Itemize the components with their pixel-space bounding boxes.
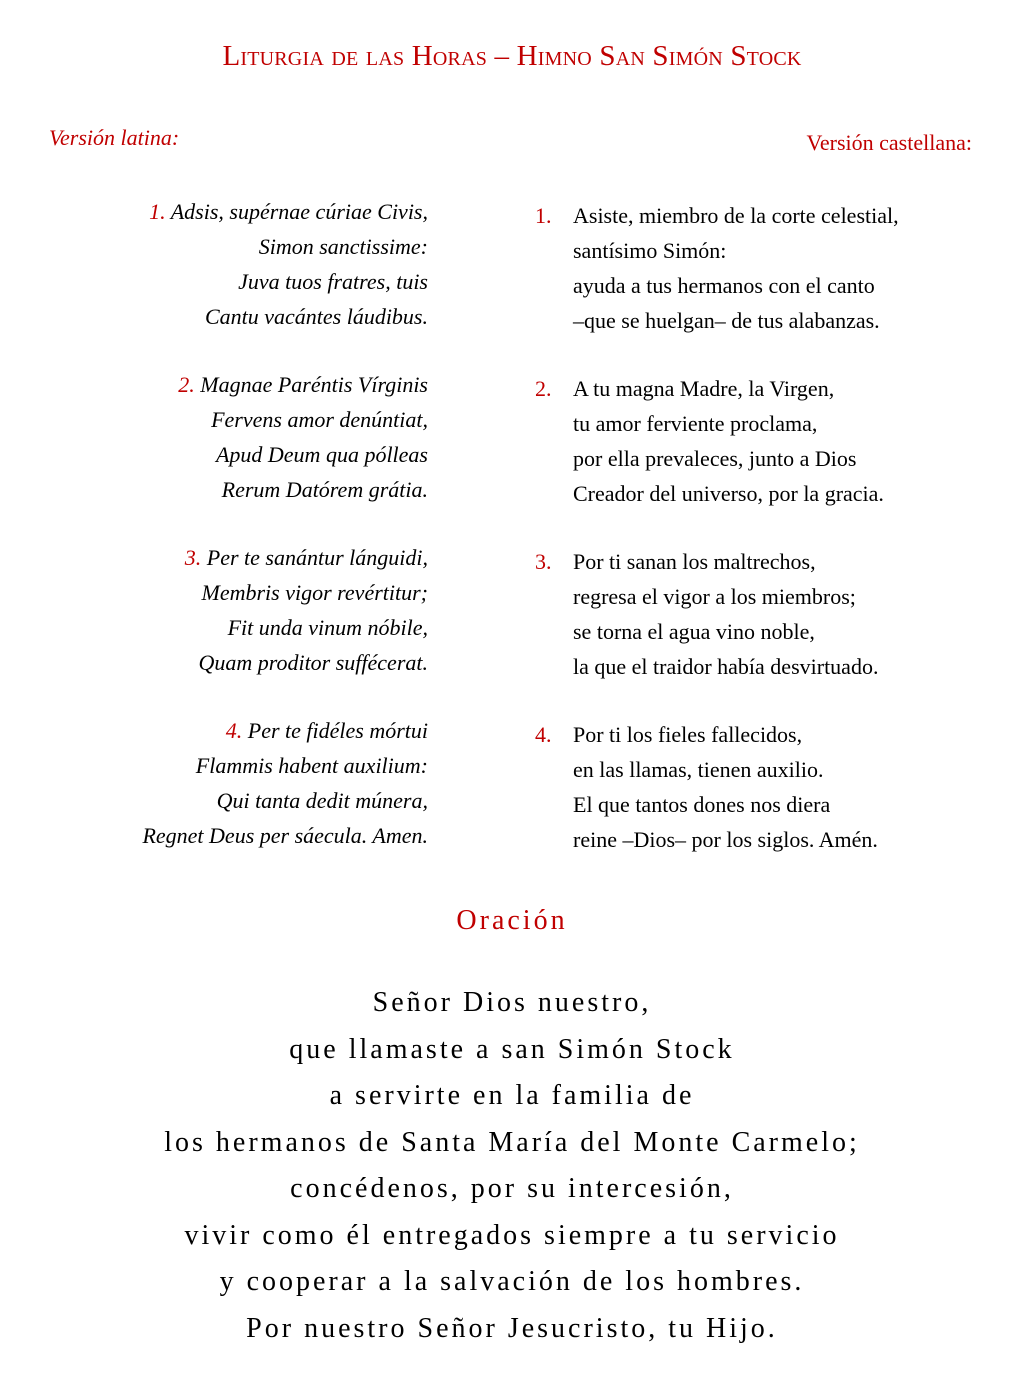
latin-line: Rerum Datórem grátia. (221, 477, 428, 502)
prayer-line: y cooperar a la salvación de los hombres. (219, 1266, 805, 1297)
stanza-number: 3. (535, 549, 552, 574)
spanish-line: Asiste, miembro de la corte celestial, (573, 203, 899, 228)
stanza-number: 1. (149, 199, 166, 224)
latin-line (40, 194, 428, 229)
latin-line (40, 367, 428, 402)
spanish-line: Por ti sanan los maltrechos, (573, 549, 816, 574)
prayer-heading: Oración (456, 905, 568, 936)
latin-line-text: Adsis, supérnae cúriae Civis, (170, 199, 428, 224)
latin-line: Flammis habent auxilium: (195, 753, 428, 778)
stanza-number: 4. (225, 718, 243, 743)
spanish-line: –que se huelgan– de tus alabanzas. (573, 308, 880, 333)
latin-stanza (40, 540, 428, 680)
prayer-line: Señor Dios nuestro, (372, 987, 652, 1018)
latin-line: Fervens amor denúntiat, (211, 407, 428, 432)
prayer-line: a servirte en la familia de (329, 1080, 695, 1111)
spanish-stanza (535, 717, 995, 857)
latin-line: Juva tuos fratres, tuis (238, 269, 428, 294)
spanish-stanza-lines (573, 717, 995, 857)
latin-line: Qui tanta dedit múnera, (216, 788, 428, 813)
spanish-line: El que tantos dones nos diera (573, 792, 831, 817)
spanish-stanza-lines (573, 544, 995, 684)
spanish-stanza (535, 198, 995, 338)
stanza-number: 1. (535, 203, 552, 228)
spanish-line: en las llamas, tienen auxilio. (573, 757, 824, 782)
spanish-line: se torna el agua vino noble, (573, 619, 815, 644)
spanish-line: Por ti los fieles fallecidos, (573, 722, 803, 747)
latin-line: Fit unda vinum nóbile, (227, 615, 428, 640)
spanish-line: A tu magna Madre, la Virgen, (573, 376, 835, 401)
prayer-line: los hermanos de Santa María del Monte Carmelo; (164, 1126, 860, 1158)
spanish-line: por ella prevaleces, junto a Dios (573, 446, 857, 471)
spanish-line: la que el traidor había desvirtuado. (573, 654, 879, 679)
prayer-line: que llamaste a san Simón Stock (289, 1033, 735, 1065)
latin-stanza (40, 367, 428, 507)
latin-stanza (40, 194, 428, 334)
latin-line-text: Per te fidéles mórtui (247, 718, 428, 743)
stanza-number: 3. (184, 545, 202, 570)
spanish-stanza (535, 544, 995, 684)
spanish-version-heading: Versión castellana: (806, 130, 972, 155)
stanza-number: 2. (535, 376, 552, 401)
spanish-line: ayuda a tus hermanos con el canto (573, 273, 875, 298)
spanish-stanza-lines (573, 371, 995, 511)
spanish-stanza-lines (573, 198, 995, 338)
latin-line: Quam proditor suffécerat. (198, 650, 428, 675)
latin-line: Regnet Deus per sáecula. Amen. (142, 823, 428, 848)
spanish-line: reine –Dios– por los siglos. Amén. (573, 827, 878, 852)
latin-stanza (40, 713, 428, 853)
latin-line (40, 540, 428, 575)
spanish-line: Creador del universo, por la gracia. (573, 481, 884, 506)
latin-line (40, 713, 428, 748)
stanza-number: 2. (178, 372, 195, 397)
latin-hymn-column (40, 194, 428, 886)
page-title: Liturgia de las Horas – Himno San Simón Stock (222, 40, 802, 72)
spanish-hymn-column (535, 198, 995, 890)
spanish-line: santísimo Simón: (573, 238, 727, 263)
prayer-line: concédenos, por su intercesión, (290, 1173, 734, 1204)
stanza-number: 4. (535, 722, 552, 747)
latin-line: Membris vigor revértitur; (201, 580, 428, 605)
latin-line: Simon sanctissime: (258, 234, 428, 259)
latin-line-text: Per te sanántur lánguidi, (206, 545, 428, 570)
prayer-line: Por nuestro Señor Jesucristo, tu Hijo. (246, 1312, 778, 1344)
latin-version-heading: Versión latina: (49, 125, 180, 150)
latin-line: Cantu vacántes láudibus. (204, 304, 428, 329)
latin-line: Apud Deum qua pólleas (215, 442, 428, 467)
spanish-line: regresa el vigor a los miembros; (573, 584, 856, 609)
spanish-stanza (535, 371, 995, 511)
prayer-line: vivir como él entregados siempre a tu servicio (184, 1219, 840, 1251)
latin-line-text: Magnae Paréntis Vírginis (200, 372, 428, 397)
prayer-text (0, 980, 1024, 1352)
spanish-line: tu amor ferviente proclama, (573, 411, 818, 436)
